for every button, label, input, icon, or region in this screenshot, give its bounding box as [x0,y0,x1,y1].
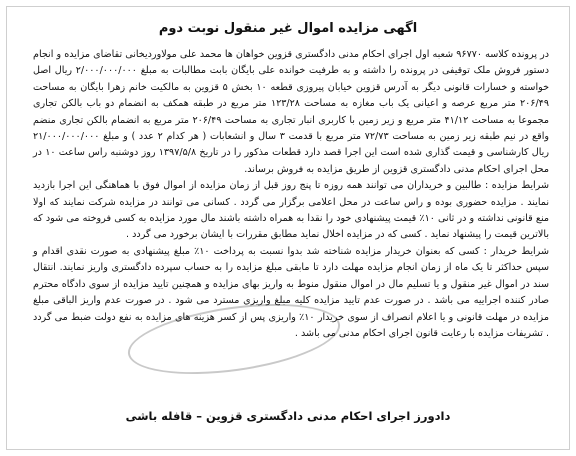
notice-frame [6,6,570,450]
notice-paragraph-buyer-terms: شرایط خریدار : کسی که بعنوان خریدار مزایده شناخته شد بدوا نسبت به پرداخت ۱۰٪ مبلغ پیشنهادی به صورت نقدی اقدام و سپس حداکثر تا یک ماه از زمان انجام مزایده مهلت دارد تا مابقی مبلغ مزایده را به حساب سپرده دادگستری واریز نمایند. انتقال سند در اموال غیر منقول و یا تسلیم مال در اموال منقول منوط به واریز بهای مزایده و همچنین تایید مزایده از سوی دادگاه محترم صادر کننده اجراییه می باشد . در صورت عدم تایید مزایده کلیه مبلغ واریزی مسترد می شود . در صورت عدم واریز الباقی مبلغ مزایده در مهلت قانونی و یا اعلام انصراف از سوی خریدار ۱۰٪ واریزی پس از کسر هزینه های مزایده به نفع دولت ضبط می گردد . تشریفات مزایده با رعایت قانون اجرای احکام مدنی می باشد . [33,245,550,339]
notice-signature: دادورز اجرای احکام مدنی دادگستری قزوین – قافله باشی [125,409,451,423]
notice-title: اگهی مزایده اموال غیر منقول نوبت دوم [158,21,418,36]
notice-body [33,47,549,342]
notice-paragraph-auction-terms: شرایط مزایده : طالبین و خریداران می توانند همه روزه تا پنج روز قبل از زمان مزایده از اموال فوق با هماهنگی این اجرا بازدید نمایند . مزایده حضوری بوده و راس ساعت در محل اعلامی برگزار می گردد . کسانی می توانند در مزایده شرکت نمایند که اولا منع قانونی نداشته و در ثانی ۱۰٪ قیمت پیشنهادی خود را نقدا به همراه داشته باشند مال مورد مزایده به کسی فروخته می شود که بالاترین قیمت را پیشنهاد نماید . کسی که در مزایده اخلال نماید مطابق مقررات با ایشان برخورد می گردد . [33,180,549,241]
notice-paragraph-property: در پرونده کلاسه ۹۶۷۷۰ شعبه اول اجرای احکام مدنی دادگستری قزوین خواهان ها محمد علی مولاوردیخانی تقاضای مزایده و انجام دستور فروش ملک توقیفی در پرونده را داشته و به طرفیت خوانده علی بایگان بابت مطالبات به مبلغ ۲/۰۰۰/۰۰۰/۰۰۰ ریال اصل خواسته و خسارات قانونی دیگر به آدرس قزوین خیابان پیروزی قطعه ۱۰ بخش ۵ قزوین به مالکیت خانم زهرا بایگان به مساحت ۲۰۶/۴۹ متر مربع عرصه و اعیانی یک باب مغازه به مساحت ۱۲۳/۲۸ متر مربع در طبقه همکف به انضمام دو باب بالکن تجاری مجموعا به مساحت ۴۱/۱۲ متر مربع و زیر زمین با کاربری انبار تجاری به مساحت ۲۰۶/۴۹ متر مربع به انضمام بالکن تجاری منضم واقع در نیم طبقه زیر زمین به مساحت ۷۲/۷۳ متر مربع با قدمت ۳ سال و انشعابات ( هر کدام ۲ عدد ) و مبلغ ۲۱/۰۰۰/۰۰۰/۰۰۰ ریال کارشناسی و قیمت گذاری شده است این اجرا قصد دارد قطعات مذکور را در تاریخ ۱۳۹۷/۵/۸ روز دوشنبه راس ساعت ۱۰ در محل اجرای احکام مدنی دادگستری قزوین از طریق مزایده به فروش برساند. [33,49,550,175]
